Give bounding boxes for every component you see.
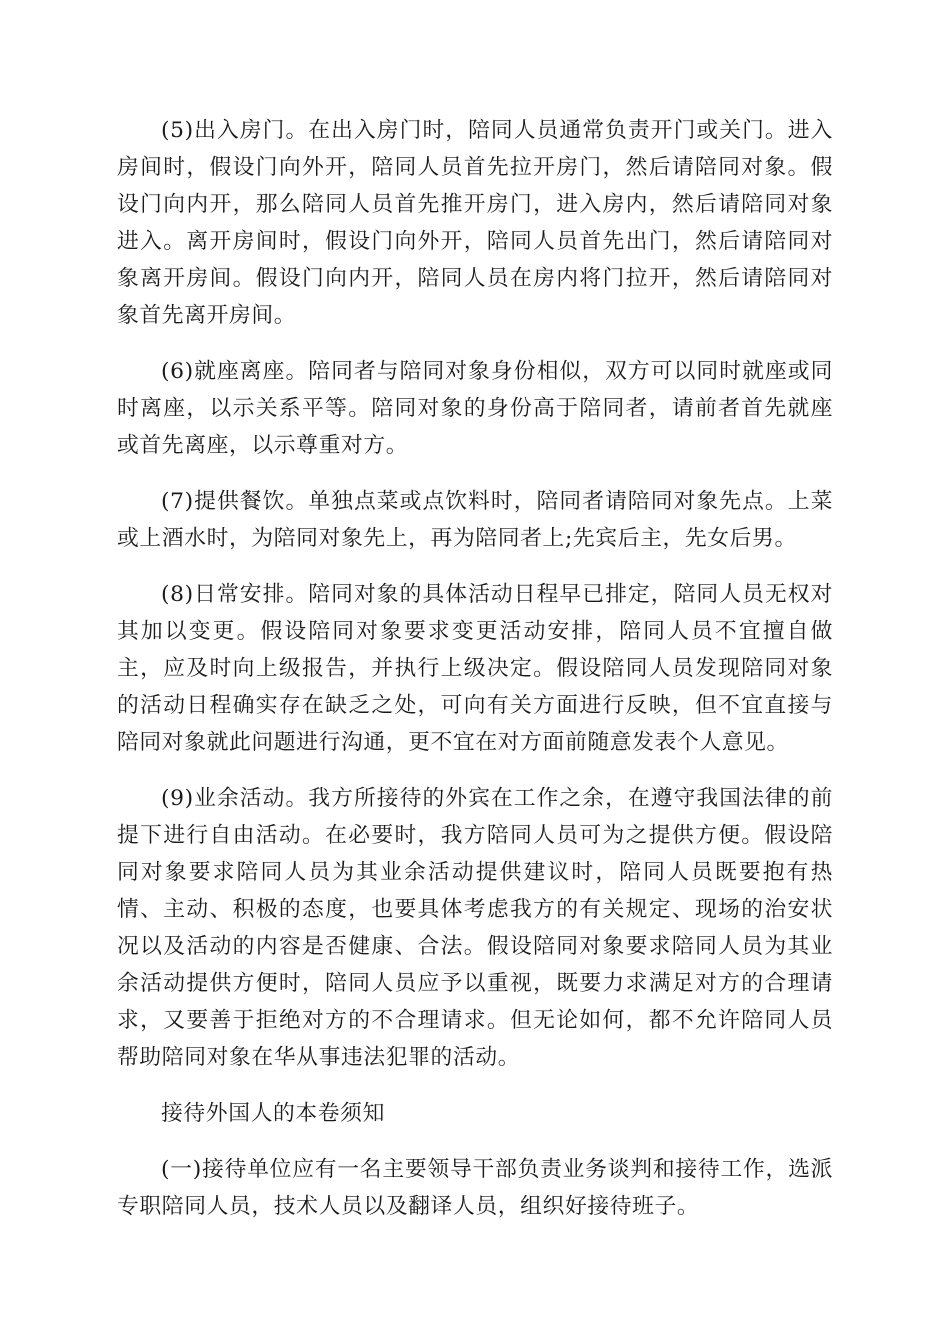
section-heading: 接待外国人的本卷须知 — [161, 1101, 385, 1126]
paragraph-daily-schedule: (8)日常安排。陪同对象的具体活动日程早已排定，陪同人员无权对其加以变更。假设陪同对象要求变更活动安排，陪同人员不宜擅自做主，应及时向上级报告，并执行上级决定。假设陪同人员发现陪同对象的活动日程确实存在缺乏之处，可向有关方面进行反映，但不宜直接与陪同对象就此问题进行沟通，更不宜在对方面前随意发表个人意见。 — [117, 582, 833, 755]
paragraph-seating: (6)就座离座。陪同者与陪同对象身份相似，双方可以同时就座或同时离座，以示关系平等。陪同对象的身份高于陪同者，请前者首先就座或首先离座，以示尊重对方。 — [117, 359, 833, 458]
document-page — [117, 112, 833, 1244]
paragraph-entering-rooms: (5)出入房门。在出入房门时，陪同人员通常负责开门或关门。进入房间时，假设门向外开，陪同人员首先拉开房门，然后请陪同对象。假设门向内开，那么陪同人员首先推开房门，进入房内，然后请陪同对象进入。离开房间时，假设门向外开，陪同人员首先出门，然后请陪同对象离开房间。假设门向内开，陪同人员在房内将门拉开，然后请陪同对象首先离开房间。 — [117, 118, 833, 328]
paragraph-dining: (7)提供餐饮。单独点菜或点饮料时，陪同者请陪同对象先点。上菜或上酒水时，为陪同对象先上，再为陪同者上;先宾后主，先女后男。 — [117, 489, 833, 551]
paragraph-leisure-activities: (9)业余活动。我方所接待的外宾在工作之余，在遵守我国法律的前提下进行自由活动。在必要时，我方陪同人员可为之提供方便。假设陪同对象要求陪同人员为其业余活动提供建议时，陪同人员既要抱有热情、主动、积极的态度，也要具体考虑我方的有关规定、现场的治安状况以及活动的内容是否健康、合法。假设陪同对象要求陪同人员为其业余活动提供方便时，陪同人员应予以重视，既要力求满足对方的合理请求，又要善于拒绝对方的不合理请求。但无论如何，都不允许陪同人员帮助陪同对象在华从事违法犯罪的活动。 — [117, 786, 833, 1070]
paragraph-reception-unit: (一)接待单位应有一名主要领导干部负责业务谈判和接待工作，选派专职陪同人员，技术人员以及翻译人员，组织好接待班子。 — [117, 1157, 833, 1219]
